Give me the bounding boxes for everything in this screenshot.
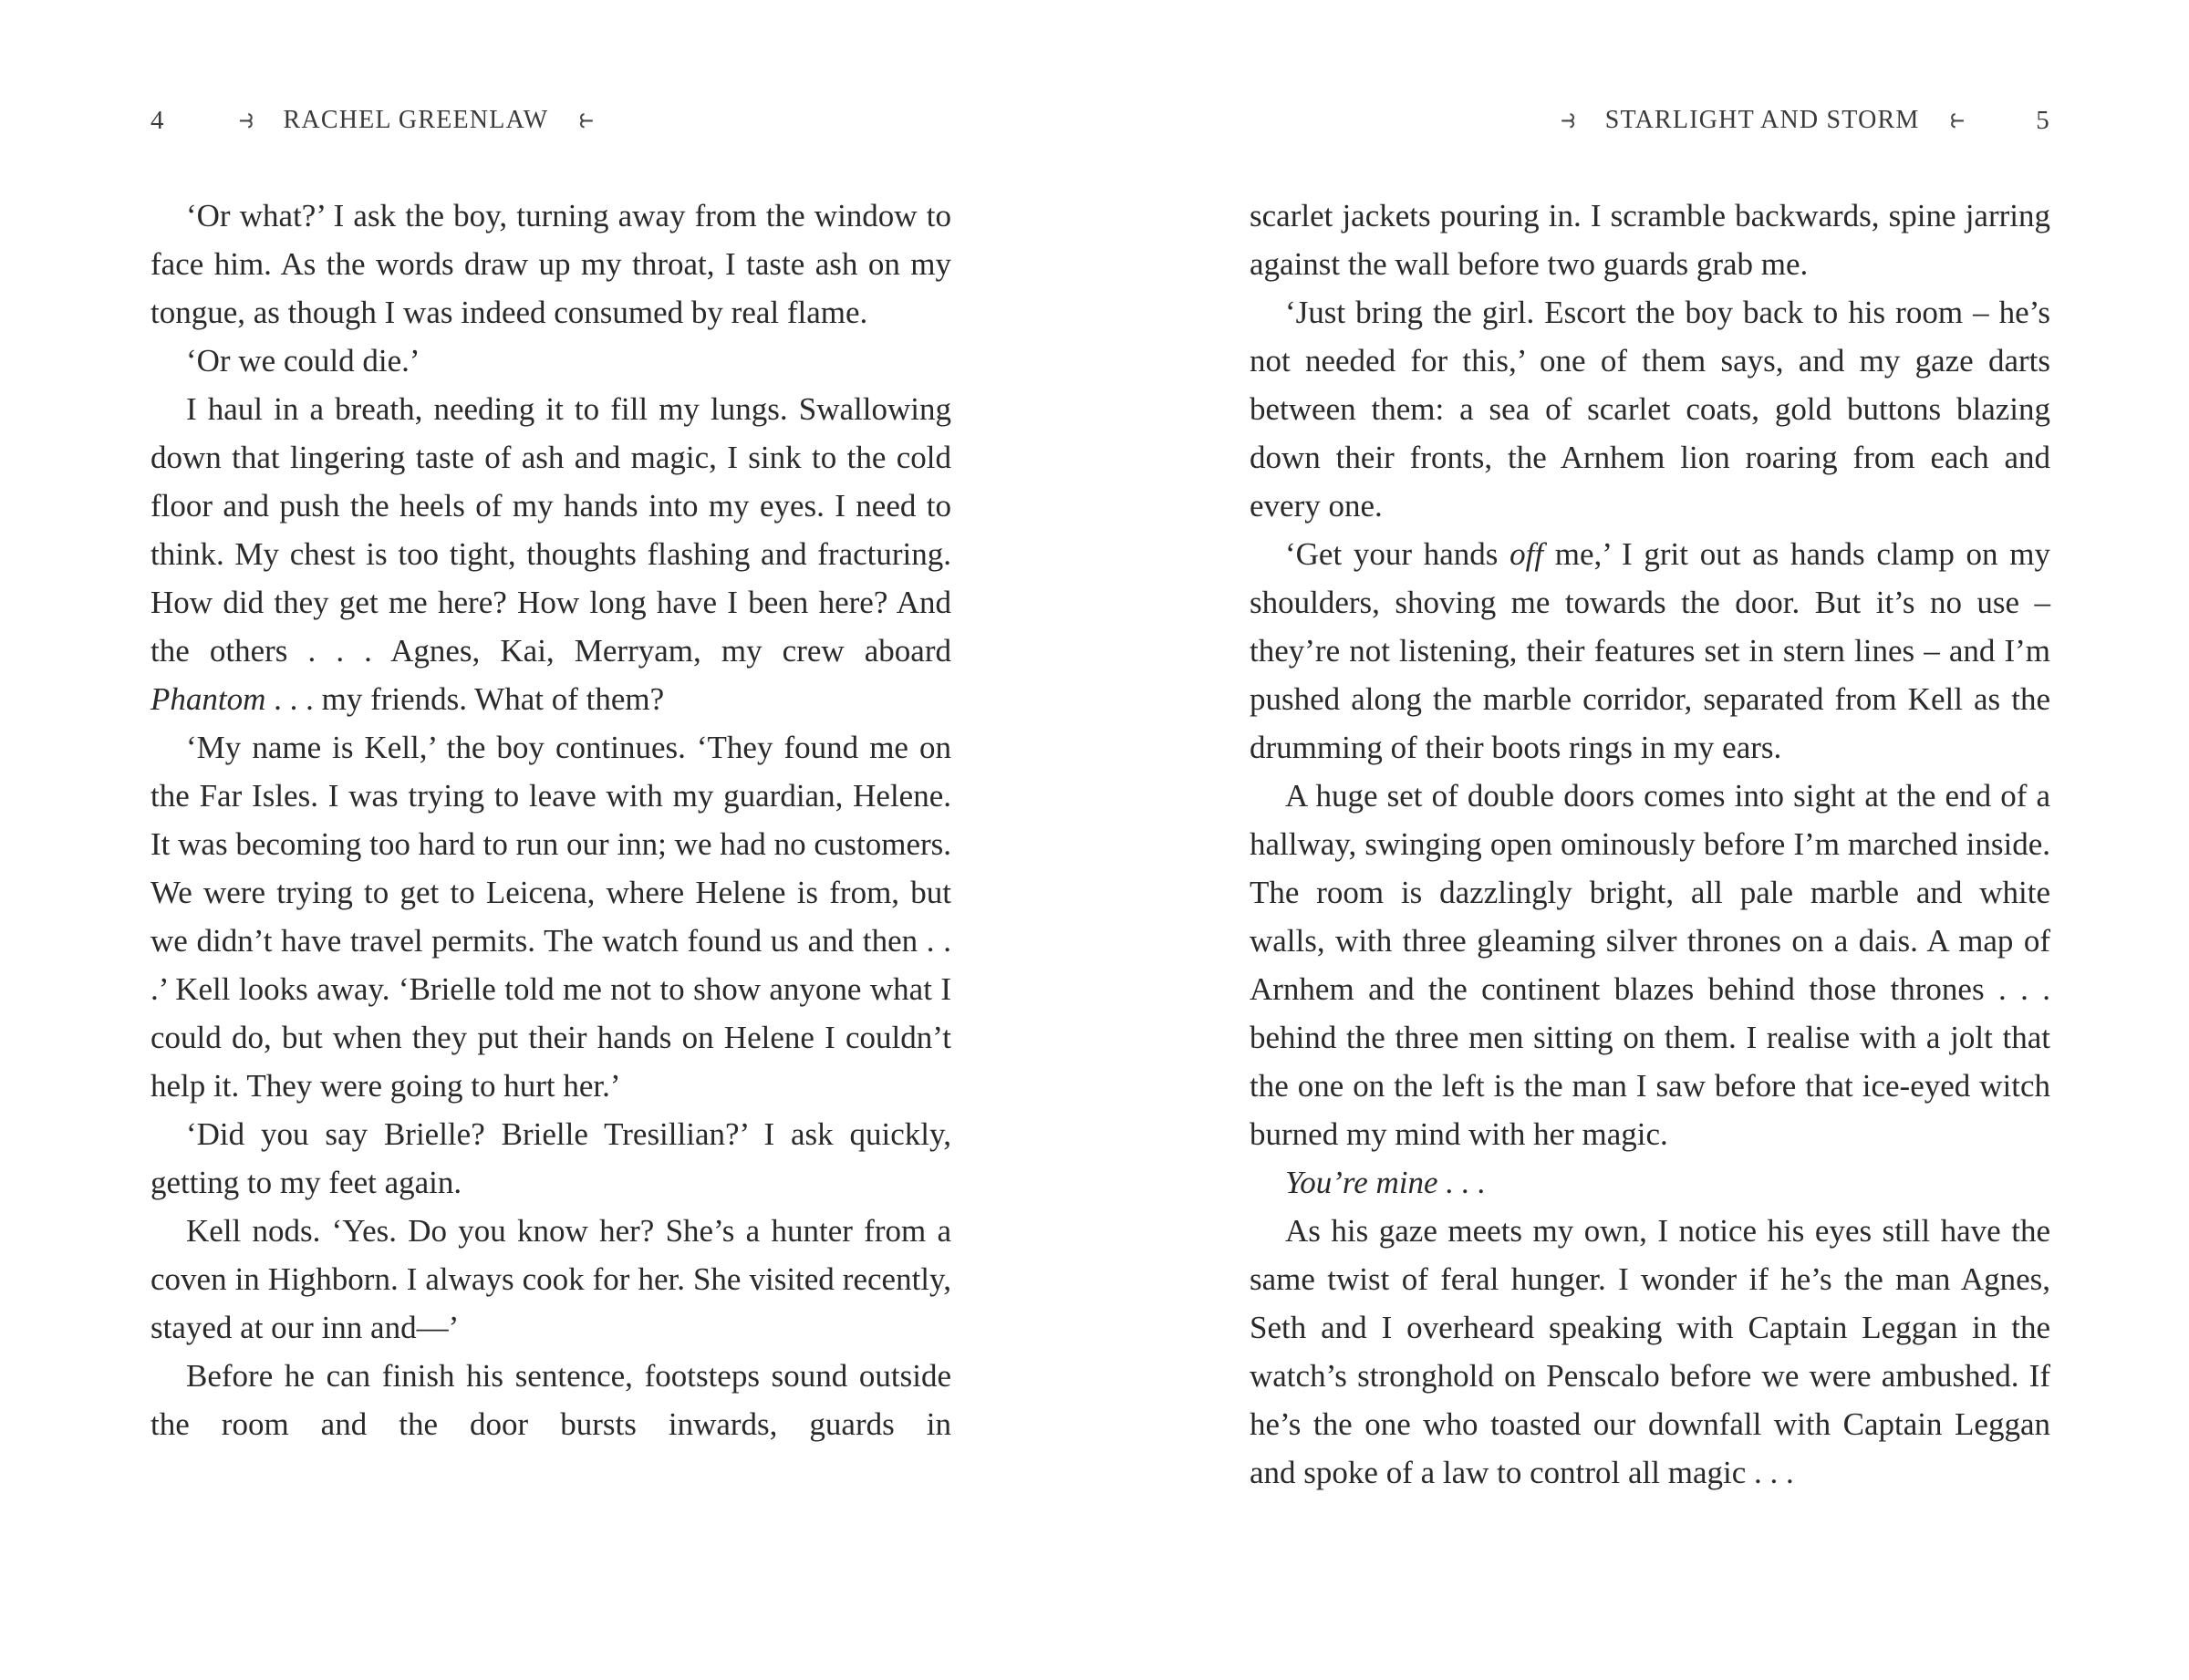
page-number: 4 xyxy=(150,105,165,135)
left-running-head xyxy=(150,102,597,139)
paragraph: ‘Or we could die.’ xyxy=(186,343,420,379)
paragraph: scarlet jackets pouring in. I scramble backwards, spine jarring against the wall before two guards grab me. xyxy=(1250,198,2050,282)
paragraph-text: I haul in a breath, needing it to fill my lungs. Swallowing down that lingering taste of ash and magic, I sink to the cold floor and push the heels of my hands into my eyes. I need to think. My chest is too tight, thoughts flashing and fracturing. How did they get me here? How long have I been here? And the others . . . Agnes, Kai, Merryam, my crew aboard xyxy=(150,391,951,669)
paragraph xyxy=(150,385,951,723)
italic-thought-paragraph: You’re mine . . . xyxy=(1285,1165,1487,1200)
paragraph-text: ‘Get your hands xyxy=(1285,536,1510,572)
paragraph: Before he can finish his sentence, footsteps sound outside the room and the door bursts inwards, guards in xyxy=(150,1358,951,1442)
right-ornament-icon: ⥼ xyxy=(1946,106,1969,134)
ship-name-italic: Phantom xyxy=(150,681,266,717)
paragraph xyxy=(1250,530,2050,772)
paragraph: ‘Did you say Brielle? Brielle Tresillian?’ I ask quickly, getting to my feet again. xyxy=(150,1116,951,1200)
paragraph: A huge set of double doors comes into sight at the end of a hallway, swinging open ominously before I’m marched inside. The room is dazzlingly bright, all pale marble and white walls, with three gleaming silver thrones on a dais. A map of Arnhem and the continent blazes behind those thrones . . . behind the three men sitting on them. I realise with a jolt that the one on the left is the man I saw before that ice-eyed witch burned my mind with her magic. xyxy=(1250,778,2050,1152)
right-page xyxy=(1094,0,2189,1680)
author-running-title: RACHEL GREENLAW xyxy=(283,106,549,134)
paragraph: ‘Just bring the girl. Escort the boy back to his room – he’s not needed for this,’ one of them says, and my gaze darts between them: a sea of scarlet coats, gold buttons blazing down their fronts, the Arnhem lion roaring from each and every one. xyxy=(1250,295,2050,524)
left-ornament-icon: ⥽ xyxy=(1557,106,1580,134)
paragraph-text: . . . my friends. What of them? xyxy=(265,681,665,717)
right-body-text xyxy=(1250,192,2050,1497)
paragraph-text: me,’ I grit out as hands clamp on my shoulders, shoving me towards the door. But it’s no use – they’re not listening, their features set in stern lines – and I’m pushed along the marble corridor, separated from Kell as the drumming of their boots rings in my ears. xyxy=(1250,536,2050,765)
paragraph: ‘Or what?’ I ask the boy, turning away from the window to face him. As the words draw up my throat, I taste ash on my tongue, as though I was indeed consumed by real flame. xyxy=(150,198,951,330)
emphasis-italic: off xyxy=(1509,536,1544,572)
left-ornament-icon: ⥽ xyxy=(235,106,258,134)
paragraph: ‘My name is Kell,’ the boy continues. ‘They found me on the Far Isles. I was trying to leave with my guardian, Helene. It was becoming too hard to run our inn; we had no customers. We were trying to get to Leicena, where Helene is from, but we didn’t have travel permits. The watch found us and then . . .’ Kell looks away. ‘Brielle told me not to show anyone what I could do, but when they put their hands on Helene I couldn’t help it. They were going to hurt her.’ xyxy=(150,730,951,1104)
right-ornament-icon: ⥼ xyxy=(576,106,598,134)
page-number: 5 xyxy=(2036,105,2050,135)
right-running-head xyxy=(1558,102,2050,139)
paragraph: As his gaze meets my own, I notice his eyes still have the same twist of feral hunger. I wonder if he’s the man Agnes, Seth and I overheard speaking with Captain Leggan in the watch’s stronghold on Penscalo before we were ambushed. If he’s the one who toasted our downfall with Captain Leggan and spoke of a law to control all magic . . . xyxy=(1250,1213,2050,1490)
left-page xyxy=(0,0,1094,1680)
paragraph: Kell nods. ‘Yes. Do you know her? She’s a hunter from a coven in Highborn. I always cook for her. She visited recently, stayed at our inn and—’ xyxy=(150,1213,951,1345)
left-body-text xyxy=(150,192,951,1448)
book-running-title: STARLIGHT AND STORM xyxy=(1604,106,1920,134)
